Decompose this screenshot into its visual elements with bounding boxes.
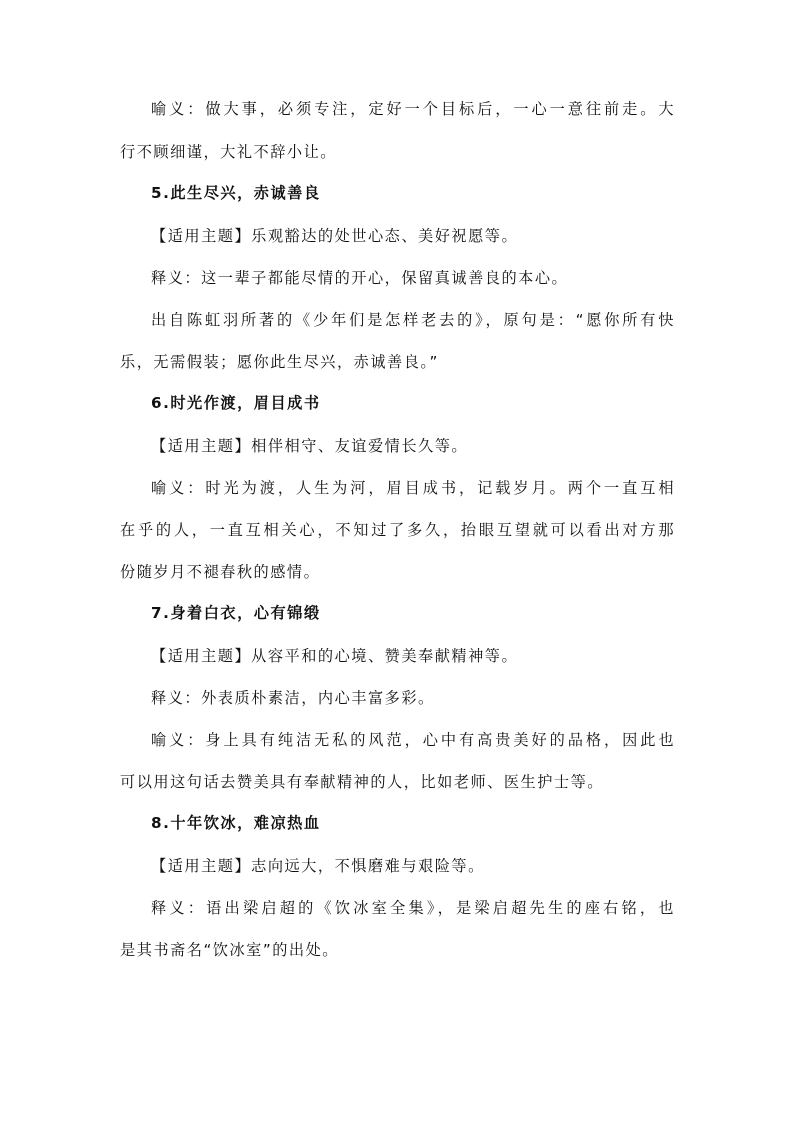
paragraph-line: 喻义：做大事，必须专注，定好一个目标后，一心一意往前走。大 — [151, 100, 675, 118]
paragraph-line: 释义：语出梁启超的《饮冰室全集》，是梁启超先生的座右铭，也 — [151, 899, 675, 917]
paragraph-line: 【适用主题】志向远大，不惧磨难与艰险等。 — [151, 857, 485, 875]
paragraph-line: 份随岁月不褪春秋的感情。 — [120, 563, 321, 581]
paragraph-line: 喻义：时光为渡，人生为河，眉目成书，记载岁月。两个一直互相 — [151, 479, 675, 497]
paragraph-line: 【适用主题】乐观豁达的处世心态、美好祝愿等。 — [151, 227, 519, 245]
paragraph-line: 喻义：身上具有纯洁无私的风范，心中有高贵美好的品格，因此也 — [151, 731, 675, 749]
paragraph-line: 可以用这句话去赞美具有奉献精神的人，比如老师、医生护士等。 — [120, 773, 604, 791]
paragraph-line: 释义：这一辈子都能尽情的开心，保留真诚善良的本心。 — [151, 269, 569, 287]
paragraph-line: 释义：外表质朴素洁，内心丰富多彩。 — [151, 689, 435, 707]
section-heading-6: 6.时光作渡，眉目成书 — [151, 394, 321, 412]
section-heading-8: 8.十年饮冰，难凉热血 — [151, 814, 321, 832]
paragraph-line: 在乎的人，一直互相关心，不知过了多久，抬眼互望就可以看出对方那 — [120, 521, 675, 539]
paragraph-line: 行不顾细谨，大礼不辞小让。 — [120, 143, 337, 161]
section-heading-7: 7.身着白衣，心有锦缎 — [151, 604, 321, 622]
paragraph-line: 出自陈虹羽所著的《少年们是怎样老去的》，原句是：“愿你所有快 — [151, 311, 675, 329]
paragraph-line: 【适用主题】从容平和的心境、赞美奉献精神等。 — [151, 647, 519, 665]
paragraph-line: 【适用主题】相伴相守、友谊爱情长久等。 — [151, 437, 469, 455]
section-heading-5: 5.此生尽兴，赤诚善良 — [151, 184, 321, 202]
paragraph-line: 乐，无需假装；愿你此生尽兴，赤诚善良。” — [120, 353, 439, 371]
paragraph-line: 是其书斋名“饮冰室”的出处。 — [120, 941, 339, 959]
